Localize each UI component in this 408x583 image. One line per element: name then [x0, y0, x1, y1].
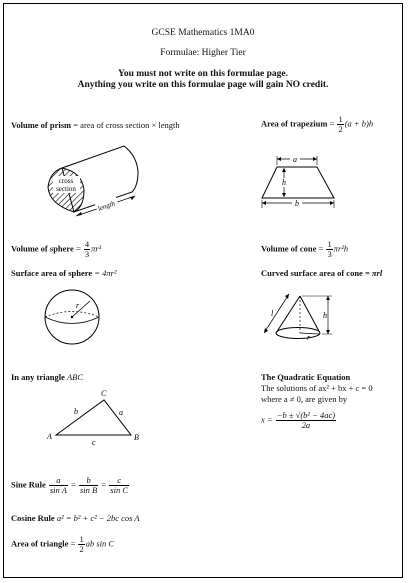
prism-expression: = area of cross section × length [71, 120, 180, 130]
trapezium-formula: Area of trapezium = $\frac{1}{2}$ (a + b)h [261, 114, 374, 134]
sphere-surface-formula: Surface area of sphere = 4πr² [11, 268, 117, 278]
triangle-side-a: a [119, 408, 123, 417]
trapezium-label: Area of trapezium [261, 118, 328, 129]
quadratic-formula: x = $\frac{\text{−b ± √(b² − 4ac)}}{2a}$ [261, 410, 336, 430]
triangle-vertex-a: A [47, 432, 52, 441]
sine-rule-label: Sine Rule [11, 479, 46, 490]
warning-line-2: Anything you write on this formulae page will gain NO credit. [77, 80, 329, 90]
trapezium-half: $\frac{1}{2}$ [338, 114, 343, 134]
cone-h-label: h [323, 311, 327, 320]
prism-cross-label: cross [58, 177, 74, 185]
prism-label: Volume of prism [11, 120, 72, 130]
sphere-r-label: r [76, 301, 80, 310]
cone-l-label: l [271, 309, 274, 318]
cone-curved-formula: Curved surface area of cone = πrl [261, 268, 383, 278]
prism-length-label: length [96, 199, 116, 213]
page-subtitle: Formulae: Higher Tier [160, 48, 246, 58]
triangle-vertex-b: B [134, 433, 139, 442]
quadratic-heading: The Quadratic Equation [261, 372, 351, 382]
trapezium-h-label: h [282, 178, 286, 187]
sphere-volume-formula: Volume of sphere = $\frac{4}{3}$ πr³ [11, 239, 102, 259]
trapezium-a-label: a [293, 155, 297, 164]
sine-rule-formula: Sine Rule $\frac{a}{\text{sin A}}$ = $\frac{b}{\text{sin B}}$ = $\frac{c}{\text{sin C}}$ [11, 475, 128, 495]
cosine-rule-formula: Cosine Rule a² = b² + c² − 2bc cos A [11, 513, 140, 523]
page-title: GCSE Mathematics 1MA0 [151, 28, 255, 38]
quadratic-numerator: −b ± √(b² − 4ac) [276, 410, 336, 420]
quadratic-line-2: where a ≠ 0, are given by [261, 394, 348, 404]
cone-r-label: r [307, 333, 311, 342]
triangle-vertex-c: C [101, 389, 107, 398]
cone-volume-formula: Volume of cone = $\frac{1}{3}$ πr²h [261, 239, 349, 259]
triangle-side-c: c [92, 438, 96, 447]
quadratic-line-1: The solutions of ax² + bx + c = 0 [261, 383, 373, 393]
prism-section-label: section [56, 185, 76, 193]
warning-line-1: You must not write on this formulae page. [118, 69, 288, 79]
sphere-surface-label: Surface area of sphere [11, 268, 93, 278]
sphere-volume-label: Volume of sphere [11, 243, 74, 254]
formulae-page [3, 3, 403, 578]
cosine-rule-label: Cosine Rule [11, 513, 55, 523]
quadratic-denominator: 2a [301, 419, 311, 430]
triangle-area-formula: Area of triangle = $\frac{1}{2}$ ab sin C [11, 534, 115, 554]
triangle-heading: In any triangle ABC [11, 372, 84, 382]
cone-curved-label: Curved surface area of cone [261, 268, 363, 278]
trapezium-expression: (a + b)h [344, 118, 374, 129]
triangle-area-label: Area of triangle [11, 538, 69, 549]
cone-volume-label: Volume of cone [261, 243, 317, 254]
trapezium-b-label: b [295, 199, 299, 208]
triangle-side-b: b [74, 407, 78, 416]
